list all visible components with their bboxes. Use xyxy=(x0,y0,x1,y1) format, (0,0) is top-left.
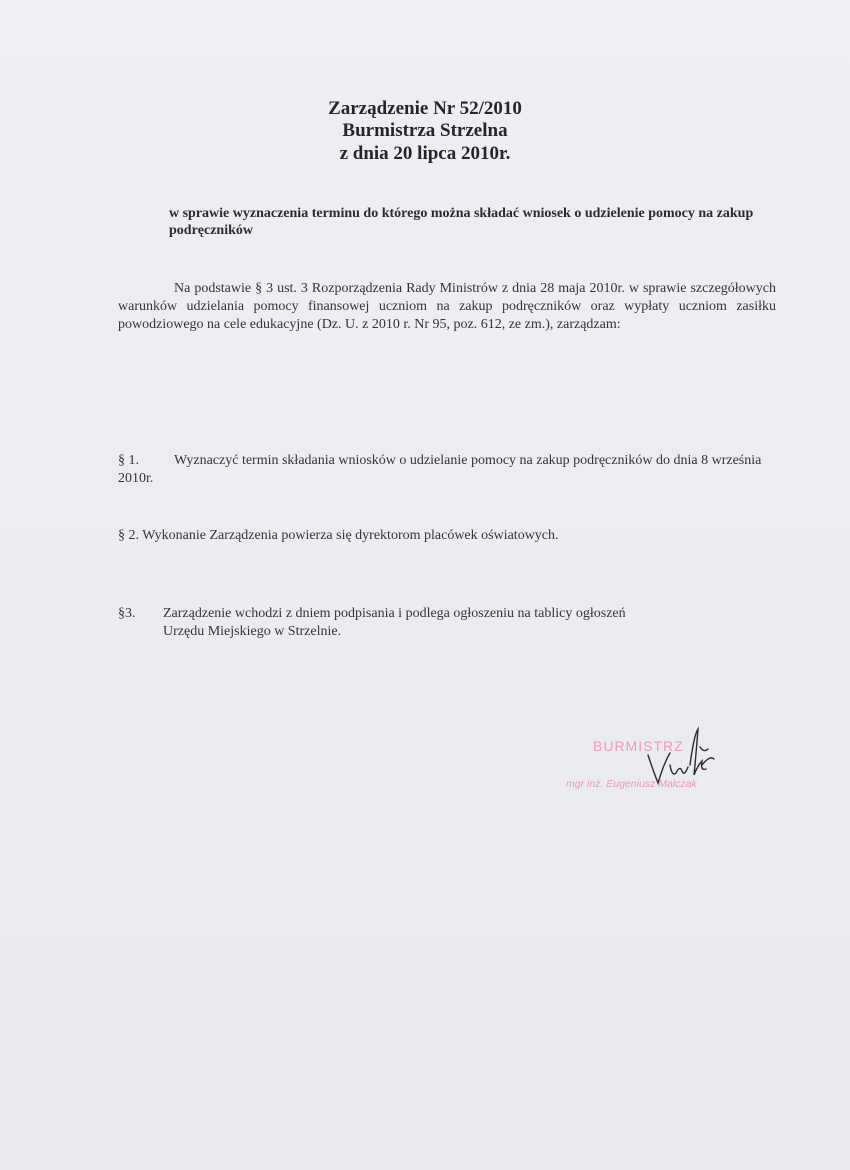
paragraph-number: § 1. xyxy=(118,453,139,468)
document-subject: w sprawie wyznaczenia terminu do którego można składać wniosek o udzielenie pomocy na zakup podręczników xyxy=(169,206,754,238)
document-title: Zarządzenie Nr 52/2010 xyxy=(328,98,522,119)
paragraph-3 xyxy=(118,605,778,641)
stamp-name: mgr inż. Eugeniusz Malczak xyxy=(566,778,697,790)
stamp-title: BURMISTRZ xyxy=(593,738,684,754)
document-date: z dnia 20 lipca 2010r. xyxy=(339,143,511,164)
paragraph-text: Zarządzenie wchodzi z dniem podpisania i podlega ogłoszeniu na tablicy ogłoszeń xyxy=(163,606,626,621)
paragraph-2 xyxy=(118,527,778,545)
legal-basis-text: Na podstawie § 3 ust. 3 Rozporządzenia Rady Ministrów z dnia 28 maja 2010r. w sprawie szczegółowych warunków udzielania pomocy finansowej uczniom na zakup podręczników oraz wypłaty uczniom zasiłku powodziowego na cele edukacyjne (Dz. U. z 2010 r. Nr 95, poz. 612, ze zm.), zarządzam: xyxy=(118,281,776,332)
paragraph-text-continued: Urzędu Miejskiego w Strzelnie. xyxy=(163,624,342,639)
paragraph-1 xyxy=(118,452,778,488)
document-issuer: Burmistrza Strzelna xyxy=(342,120,508,141)
paragraph-number: § 2. xyxy=(118,528,139,543)
handwritten-signature xyxy=(640,725,720,790)
official-stamp xyxy=(560,730,730,800)
paragraph-text: Wyznaczyć termin składania wniosków o udzielanie pomocy na zakup podręczników do dnia 8 września 2010r. xyxy=(118,453,762,486)
paragraph-text: Wykonanie Zarządzenia powierza się dyrektorom placówek oświatowych. xyxy=(142,528,559,543)
paragraph-number: §3. xyxy=(118,606,136,621)
legal-basis xyxy=(118,280,776,334)
